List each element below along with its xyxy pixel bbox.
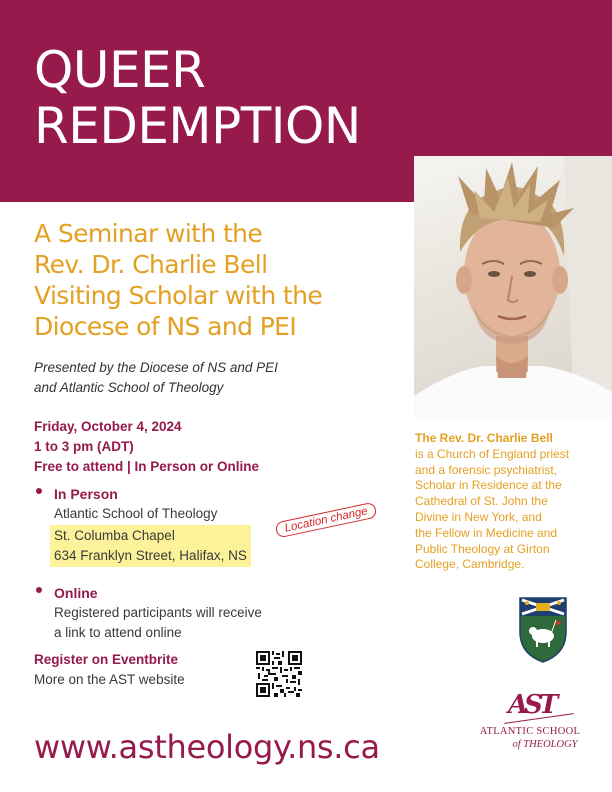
diocese-crest-icon	[518, 596, 568, 664]
register-link[interactable]: Register on Eventbrite	[34, 652, 179, 667]
page-title	[34, 42, 361, 154]
title-line: QUEER	[34, 41, 206, 99]
venue-chapel: St. Columba Chapel	[54, 528, 175, 543]
speaker-photo	[414, 156, 612, 420]
event-admission: Free to attend | In Person or Online	[34, 459, 260, 474]
venue-school: Atlantic School of Theology	[54, 506, 218, 521]
in-person-label: In Person	[54, 486, 118, 502]
speaker-name: The Rev. Dr. Charlie Bell	[415, 431, 553, 445]
qr-code[interactable]	[256, 651, 302, 697]
speaker-bio	[415, 431, 605, 573]
ast-logo-line1: ATLANTIC SCHOOL	[479, 726, 581, 737]
seminar-subtitle	[34, 218, 404, 342]
location-highlight	[50, 525, 251, 567]
venue-address: 634 Franklyn Street, Halifax, NS	[54, 548, 247, 563]
online-line: a link to attend online	[54, 625, 182, 640]
ast-logo	[470, 690, 590, 760]
bio-line: and a forensic psychiatrist,	[415, 462, 558, 477]
subtitle-line: A Seminar with the	[34, 219, 263, 248]
online-label: Online	[54, 585, 98, 601]
presented-line: Presented by the Diocese of NS and PEI	[34, 360, 278, 375]
event-details	[34, 417, 414, 477]
attendance-options	[36, 484, 366, 643]
location-change-stamp: Location change	[274, 502, 377, 539]
event-time: 1 to 3 pm (ADT)	[34, 439, 134, 454]
website-url[interactable]: www.astheology.ns.ca	[34, 728, 380, 766]
online-option	[36, 583, 366, 643]
register-block	[34, 650, 254, 690]
subtitle-line: Rev. Dr. Charlie Bell	[34, 250, 268, 279]
website-note: More on the AST website	[34, 672, 185, 687]
ast-logo-line2: of THEOLOGY	[512, 739, 578, 750]
presented-by	[34, 358, 404, 398]
subtitle-line: Visiting Scholar with the	[34, 281, 323, 310]
bullet-icon	[36, 587, 42, 593]
bio-line: is a Church of England priest	[415, 446, 570, 461]
subtitle-line: Diocese of NS and PEI	[34, 312, 297, 341]
bio-line: Scholar in Residence at the	[415, 478, 562, 493]
bio-line: Divine in New York, and	[415, 509, 542, 524]
bio-line: Cathedral of St. John the	[415, 494, 548, 509]
title-line: REDEMPTION	[34, 97, 361, 155]
bio-line: the Fellow in Medicine and	[415, 525, 558, 540]
bio-line: College, Cambridge.	[415, 557, 525, 572]
presented-line: and Atlantic School of Theology	[34, 380, 224, 395]
event-date: Friday, October 4, 2024	[34, 419, 182, 434]
bullet-icon	[36, 488, 42, 494]
bio-line: Public Theology at Girton	[415, 541, 550, 556]
ast-logo-mark: AST	[508, 690, 555, 720]
online-line: Registered participants will receive	[54, 605, 262, 620]
